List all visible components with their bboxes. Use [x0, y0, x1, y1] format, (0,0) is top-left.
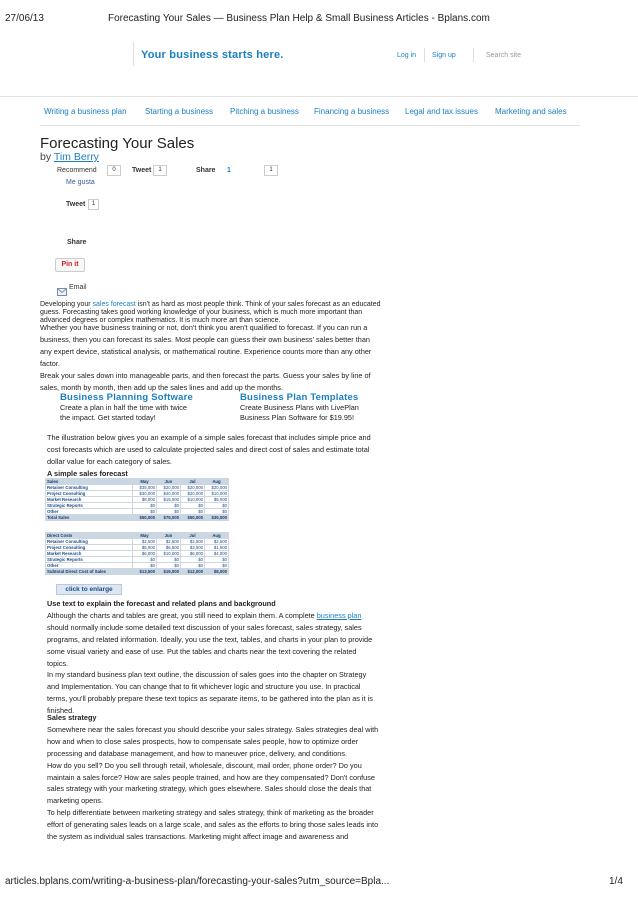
table-cell: $5,000: [205, 497, 229, 503]
row-label: Project Consulting: [46, 491, 133, 497]
table-cell: $2,500: [133, 539, 157, 545]
text-line: The illustration below gives you an example of a simple sales forecast that includes simple price and: [47, 433, 371, 442]
intro-line-2: guess. Forecasting takes good working knowledge of your business, which is much more important than: [40, 309, 363, 316]
table-cell: $8,000: [205, 569, 229, 575]
text-line: terms, you'll probably prepare these text topics as separate items, to be gathered into the plan as it is: [47, 694, 373, 704]
table-cell: $0: [181, 503, 205, 509]
table-header-cell: Jul: [181, 533, 205, 539]
nav-bottom-rule: [40, 125, 580, 126]
table-cell: $0: [205, 503, 229, 509]
row-label: Other: [46, 509, 133, 515]
table-header-cell: Aug: [205, 479, 229, 485]
table-total-row: [46, 515, 229, 521]
table-cell: $50,000: [181, 515, 205, 521]
row-label: Strategic Reports: [46, 503, 133, 509]
table-cell: $10,000: [205, 491, 229, 497]
table-cell: $4,000: [205, 551, 229, 557]
text-line: any expert device, statistical analysis, or mathematical routine. Experience counts more than any other: [40, 346, 372, 356]
nav-item-pitching[interactable]: Pitching a business: [230, 107, 299, 116]
direct-cost-table[interactable]: [45, 532, 229, 575]
table-total-row: [46, 569, 229, 575]
row-label: Project Consulting: [46, 545, 133, 551]
tweet-button[interactable]: Tweet: [132, 167, 152, 174]
recommend-button[interactable]: Recommend: [57, 167, 97, 174]
nav-item-legal[interactable]: Legal and tax issues: [405, 107, 478, 116]
text-line: and Implementation. You can change that to fit whichever logic and structure you use. In practical: [47, 682, 361, 692]
table-cell: $35,000: [205, 515, 229, 521]
author-link[interactable]: Tim Berry: [53, 151, 99, 163]
text-line: Somewhere near the sales forecast you should describe your sales strategy. Sales strategies deal with: [47, 724, 379, 734]
ad-business-planning-software[interactable]: [60, 392, 193, 423]
paragraph-2: [47, 432, 371, 468]
text-line: some visual variety and ease of use. Put the tables and charts near the text covering the related: [47, 646, 357, 656]
text-line: sales, month by month, then add up the sales lines and add up the months.: [40, 382, 283, 392]
table-cell: $8,000: [133, 497, 157, 503]
text-line: effort of generating sales leads on a large scale, and sales as the efforts to bring those sales leads into: [47, 820, 379, 830]
table-header-cell: Jun: [157, 479, 181, 485]
main-nav: [0, 0, 638, 130]
share-count: 1: [227, 167, 231, 174]
signup-link[interactable]: Sign up: [432, 52, 456, 59]
table-cell: $20,000: [157, 485, 181, 491]
text-line: Break your sales down into manageable parts, and then forecast the parts. Guess your sales by line of: [40, 370, 371, 380]
section-heading: Use text to explain the forecast and related plans and background: [47, 599, 276, 608]
table-cell: $0: [205, 563, 229, 569]
nav-item-marketing[interactable]: Marketing and sales: [495, 107, 567, 116]
table-cell: $0: [181, 557, 205, 563]
table-cell: $15,000: [157, 497, 181, 503]
intro-line-3: advanced degrees or complex mathematics. It is much more art than science.: [40, 317, 281, 324]
ad-line: the impact. Get started today!: [60, 413, 156, 422]
table-cell: $0: [133, 563, 157, 569]
table-cell: $30,000: [133, 491, 157, 497]
text-line: should normally include some detailed text discussion of your sales forecast, sales strategy, sales: [47, 622, 362, 632]
print-url: articles.bplans.com/writing-a-business-plan/forecasting-your-sales?utm_source=Bpla...: [5, 876, 390, 887]
table-cell: $10,000: [157, 551, 181, 557]
ad-line: Business Plan Software for $19.95!: [240, 413, 354, 422]
text-line: the system as individual sales transactions. Marketing might affect image and awareness and: [47, 832, 349, 842]
table-cell: $0: [133, 557, 157, 563]
intro-text-end: isn't as hard as most people think. Think of your sales forecast as an educated: [135, 301, 381, 308]
text-line: finished.: [47, 706, 75, 716]
ad-title[interactable]: Business Plan Templates: [240, 392, 359, 403]
table-cell: $2,500: [157, 539, 181, 545]
table-cell: $2,500: [181, 539, 205, 545]
table-cell: $0: [133, 503, 157, 509]
text-line: how and when to close sales prospects, how to compensate sales people, how to optimize order: [47, 736, 359, 746]
sales-forecast-table[interactable]: [45, 478, 229, 521]
pin-it-button[interactable]: Pin it: [55, 258, 85, 272]
text-line: How do you sell? Do you sell through retail, wholesale, discount, mail order, phone order? Do you: [47, 760, 362, 770]
search-input[interactable]: Search site: [486, 52, 522, 59]
text-line: processing and database management, and how to maneuver price, delivery, and conditions.: [47, 748, 348, 758]
text-line: Whether you have business training or not, don't think you aren't qualified to forecast. If you can run a: [40, 323, 368, 332]
sales-forecast-link[interactable]: sales forecast: [92, 301, 136, 308]
row-label: Subtotal Direct Cost of Sales: [46, 569, 133, 575]
tweet-count: 1: [153, 165, 167, 176]
ad-title[interactable]: Business Planning Software: [60, 392, 193, 403]
text-line: cost forecasts which are used to calculate projected sales and direct cost of sales and estimate total: [47, 444, 370, 454]
site-tagline: Your business starts here.: [141, 49, 284, 61]
table-cell: $20,000: [181, 485, 205, 491]
table-cell: $13,500: [133, 569, 157, 575]
table-cell: $40,000: [157, 491, 181, 497]
byline: [40, 151, 99, 163]
nav-item-writing[interactable]: Writing a business plan: [44, 107, 127, 116]
text-line: business, then you can forecast its sales. Most people can guess their own business' sales better than: [40, 334, 370, 344]
row-label: Strategic Reports: [46, 557, 133, 563]
tweet-button-secondary[interactable]: Tweet: [66, 201, 86, 208]
share-button-secondary[interactable]: Share: [67, 239, 87, 246]
table-cell: $6,000: [181, 551, 205, 557]
table-cell: $0: [133, 509, 157, 515]
table-header-cell: Jun: [157, 533, 181, 539]
table-cell: $10,000: [181, 497, 205, 503]
business-plan-link[interactable]: business plan: [316, 610, 362, 620]
table-header-cell: Sales: [46, 479, 133, 485]
paragraph-1: [40, 322, 371, 393]
table-cell: $0: [205, 509, 229, 515]
text-line: [47, 610, 373, 622]
table-cell: $20,000: [181, 491, 205, 497]
table-cell: $12,000: [181, 569, 205, 575]
table-cell: $0: [181, 509, 205, 515]
table-header-cell: Direct Costs: [46, 533, 133, 539]
text-fragment: Although the charts and tables are great, you still need to explain them. A complete: [47, 610, 317, 620]
text-line: To help differentiate between marketing strategy and sales strategy, think of marketing as the broader: [47, 808, 374, 818]
row-label: Market Research: [46, 497, 133, 503]
table-cell: $0: [181, 563, 205, 569]
nav-item-financing[interactable]: Financing a business: [314, 107, 390, 116]
table-header-cell: Aug: [205, 533, 229, 539]
ad-line: Create a plan in half the time with twice: [60, 403, 187, 412]
envelope-icon: [57, 283, 67, 291]
text-line: topics.: [47, 658, 69, 668]
intro-line-1: [40, 301, 560, 309]
text-line: marketing opens.: [47, 796, 103, 806]
table-cell: $0: [157, 509, 181, 515]
text-line: factor.: [40, 358, 60, 368]
table-cell: $6,000: [133, 551, 157, 557]
table-cell: $75,000: [157, 515, 181, 521]
table-cell: $6,500: [157, 545, 181, 551]
print-page-title: Forecasting Your Sales — Business Plan Help & Small Business Articles - Bplans.com: [108, 13, 490, 24]
article-title: Forecasting Your Sales: [40, 135, 195, 152]
table-cell: $0: [157, 563, 181, 569]
row-label: Retainer Consulting: [46, 539, 133, 545]
text-line: In my standard business plan text outline, the discussion of sales goes into the chapter on Strategy: [47, 670, 367, 680]
email-link[interactable]: Email: [69, 284, 87, 291]
tweet-count-secondary: 1: [88, 199, 99, 210]
share-button[interactable]: Share: [196, 167, 216, 174]
click-to-enlarge-button[interactable]: click to enlarge: [56, 584, 122, 595]
table-cell: $1,500: [205, 545, 229, 551]
table-cell: $3,500: [181, 545, 205, 551]
table-cell: $19,000: [157, 569, 181, 575]
row-label: Other: [46, 563, 133, 569]
table-cell: $2,500: [205, 539, 229, 545]
figure-caption: A simple sales forecast: [47, 469, 128, 478]
ad-business-plan-templates[interactable]: [240, 392, 359, 423]
text-line: sales strategy with your marketing strategy, which goes elsewhere. Sales should close the deals that: [47, 784, 372, 794]
table-header-cell: May: [133, 479, 157, 485]
row-label: Market Research: [46, 551, 133, 557]
table-cell: $50,000: [133, 515, 157, 521]
text-line: programs, and related information. Ideally, you use the text, tables, and charts in your plan to provide: [47, 634, 373, 644]
recommend-count: 0: [107, 165, 121, 176]
plusone-count: 1: [264, 165, 278, 176]
row-label: Retainer Consulting: [46, 485, 133, 491]
print-date: 27/06/13: [5, 13, 44, 24]
table-cell: $0: [157, 503, 181, 509]
table-header-cell: May: [133, 533, 157, 539]
table-cell: $35,000: [133, 485, 157, 491]
section-heading: Sales strategy: [47, 713, 97, 722]
section-sales-strategy: [47, 712, 378, 843]
login-link[interactable]: Log in: [397, 52, 417, 59]
table-cell: $5,000: [133, 545, 157, 551]
print-page-number: 1/4: [609, 876, 623, 887]
text-line: maintain a sales force? How are sales people trained, and how are they compensated? Don't confuse: [47, 772, 375, 782]
table-header-cell: Jul: [181, 479, 205, 485]
like-button[interactable]: Me gusta: [66, 179, 95, 186]
table-cell: $0: [205, 557, 229, 563]
text-line: dollar value for each category of sales.: [47, 456, 172, 466]
byline-prefix: by: [40, 151, 52, 163]
nav-item-starting[interactable]: Starting a business: [145, 107, 214, 116]
intro-text-start: Developing your: [40, 301, 93, 308]
section-explain: [47, 598, 373, 717]
table-cell: $20,000: [205, 485, 229, 491]
row-label: Total Sales: [46, 515, 133, 521]
ad-line: Create Business Plans with LivePlan: [240, 403, 359, 412]
table-cell: $0: [157, 557, 181, 563]
